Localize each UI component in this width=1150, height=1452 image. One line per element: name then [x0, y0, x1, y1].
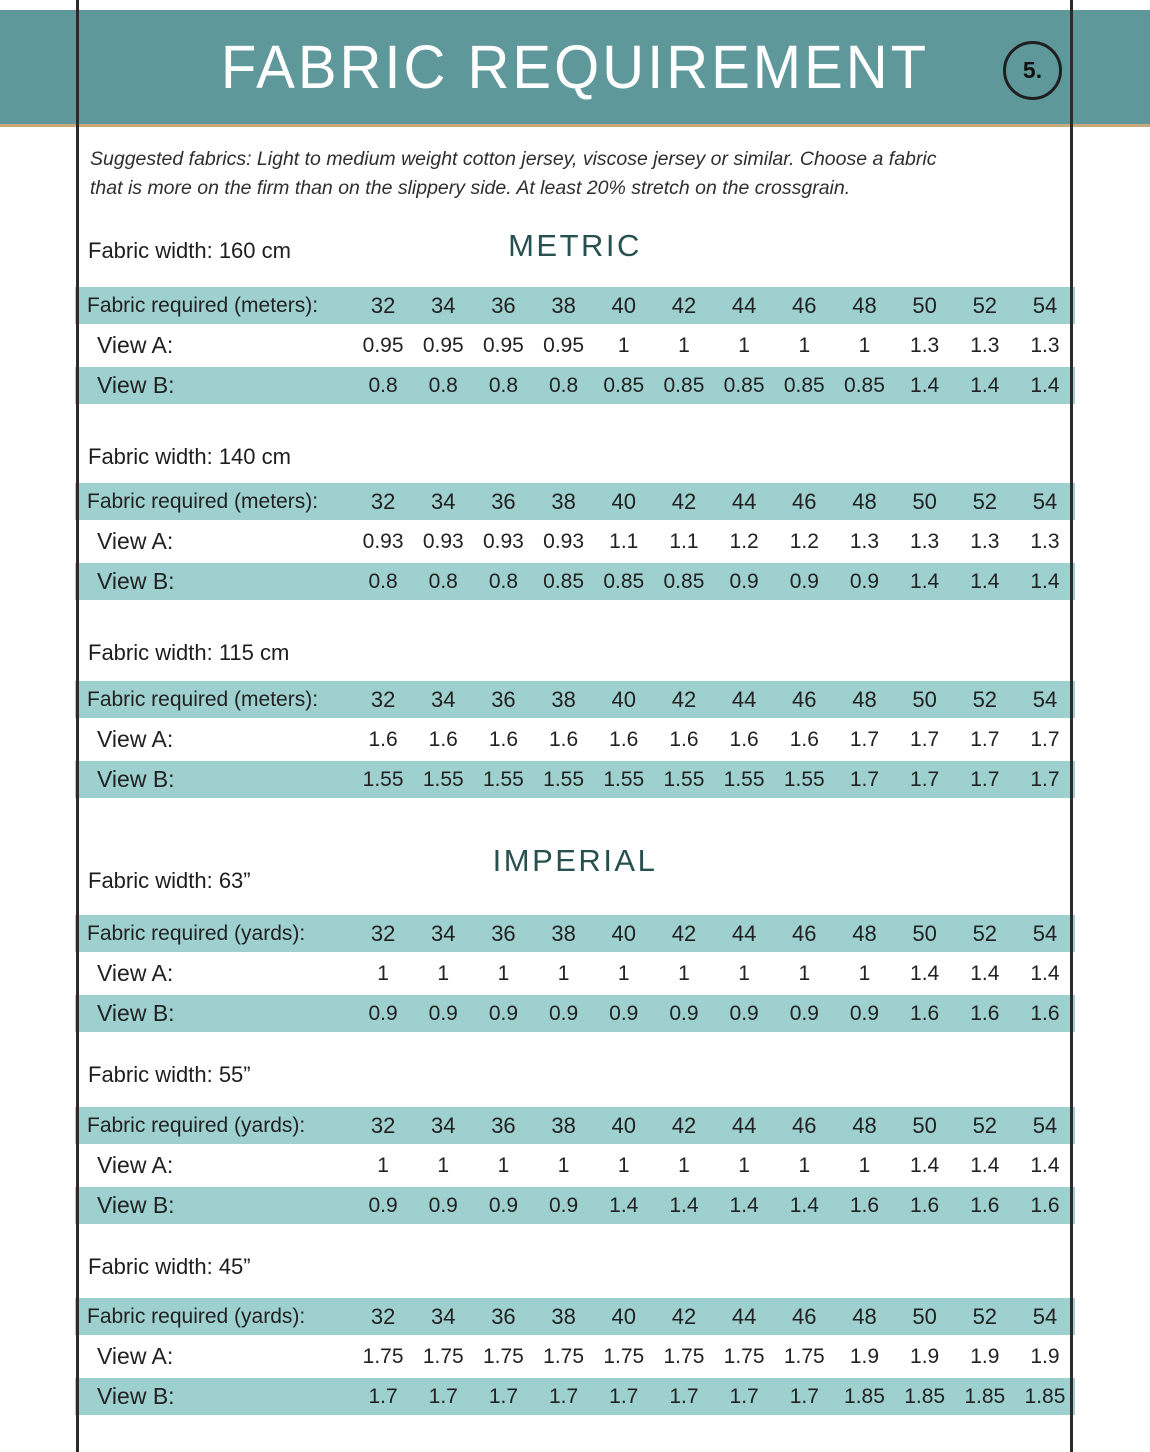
size-column-header: 34	[431, 488, 456, 514]
fabric-amount: 0.9	[428, 1193, 458, 1217]
fabric-amount: 1.4	[910, 569, 940, 593]
fabric-amount: 0.9	[789, 1001, 819, 1025]
size-column-header: 40	[611, 488, 637, 514]
fabric-amount: 0.9	[729, 1001, 759, 1025]
size-column-header: 44	[731, 920, 757, 946]
fabric-amount: 0.8	[488, 569, 519, 593]
fabric-width-label-140cm: Fabric width: 140 cm	[88, 444, 291, 469]
view-a-row	[75, 721, 1075, 758]
suggested-fabrics-note	[90, 145, 1040, 203]
fabric-amount: 1.3	[970, 333, 1000, 357]
fabric-amount: 0.9	[669, 1001, 699, 1025]
size-column-header: 54	[1032, 292, 1058, 318]
fabric-amount: 1	[678, 333, 690, 357]
fabric-amount: 1.6	[549, 727, 579, 751]
size-column-header: 38	[551, 1303, 576, 1329]
size-column-header: 50	[912, 686, 937, 712]
fabric-amount: 0.9	[488, 1193, 519, 1217]
fabric-amount: 1.3	[1030, 333, 1060, 357]
fabric-amount: 1.4	[789, 1193, 819, 1217]
fabric-table-55in	[75, 1107, 1075, 1227]
view-a-row	[75, 327, 1075, 364]
size-column-header: 36	[491, 488, 516, 514]
view-b-row	[75, 761, 1075, 798]
size-column-header: 32	[370, 292, 396, 318]
fabric-amount: 1.7	[910, 727, 940, 751]
size-column-header: 38	[551, 920, 576, 946]
fabric-width-label-63in: Fabric width: 63”	[88, 868, 251, 893]
fabric-required-label: Fabric required (yards):	[87, 1304, 306, 1328]
fabric-amount: 1.7	[970, 767, 1000, 791]
fabric-amount: 1.6	[789, 727, 819, 751]
fabric-amount: 1.9	[1030, 1344, 1060, 1368]
fabric-amount: 1	[738, 1153, 750, 1177]
fabric-amount: 0.93	[362, 529, 404, 553]
fabric-amount: 1	[738, 333, 750, 357]
fabric-amount: 1.55	[482, 767, 524, 791]
fabric-amount: 1.85	[844, 1384, 885, 1408]
fabric-amount: 1.7	[1030, 727, 1060, 751]
fabric-amount: 1.6	[488, 727, 519, 751]
size-column-header: 38	[551, 488, 576, 514]
view-a-label: View A:	[97, 1343, 174, 1369]
fabric-amount: 1.55	[362, 767, 404, 791]
size-column-header: 46	[792, 1303, 817, 1329]
fabric-amount: 1	[437, 1153, 450, 1177]
view-a-row	[75, 955, 1075, 992]
size-header-row	[75, 287, 1075, 324]
imperial-heading: IMPERIAL	[492, 843, 658, 878]
fabric-amount: 0.9	[849, 1001, 880, 1025]
fabric-amount: 1	[617, 333, 630, 357]
fabric-amount: 1.9	[910, 1344, 940, 1368]
fabric-amount: 1.55	[723, 767, 765, 791]
fabric-amount: 1	[738, 961, 750, 985]
size-column-header: 36	[491, 292, 516, 318]
right-trim-line	[1070, 0, 1073, 1452]
size-column-header: 52	[972, 292, 998, 318]
fabric-amount: 1.3	[849, 529, 880, 553]
size-column-header: 38	[551, 292, 576, 318]
fabric-amount: 1.75	[723, 1344, 765, 1368]
header-banner	[0, 10, 1150, 127]
fabric-amount: 1.4	[1030, 569, 1060, 593]
fabric-amount: 1.75	[783, 1344, 825, 1368]
fabric-amount: 0.95	[422, 333, 464, 357]
fabric-amount: 1.4	[1030, 961, 1060, 985]
size-header-row	[75, 681, 1075, 718]
fabric-amount: 0.95	[362, 333, 404, 357]
fabric-amount: 1.75	[543, 1344, 585, 1368]
view-b-row	[75, 1187, 1075, 1224]
view-b-label: View B:	[97, 1000, 175, 1026]
fabric-amount: 1.9	[849, 1344, 880, 1368]
fabric-amount: 1	[858, 961, 871, 985]
size-column-header: 40	[611, 1303, 637, 1329]
view-a-label: View A:	[97, 332, 174, 358]
size-column-header: 36	[491, 1303, 516, 1329]
size-column-header: 36	[491, 1112, 516, 1138]
size-column-header: 54	[1032, 1303, 1058, 1329]
fabric-amount: 0.8	[488, 373, 519, 397]
view-a-label: View A:	[97, 960, 174, 986]
size-column-header: 46	[792, 1112, 817, 1138]
fabric-amount: 1	[858, 333, 871, 357]
fabric-amount: 0.9	[368, 1001, 398, 1025]
view-b-label: View B:	[97, 1383, 175, 1409]
size-column-header: 32	[370, 1112, 396, 1138]
fabric-amount: 1.6	[1030, 1001, 1060, 1025]
fabric-amount: 0.9	[609, 1001, 639, 1025]
fabric-amount: 1.6	[970, 1001, 1000, 1025]
size-column-header: 54	[1032, 1112, 1058, 1138]
fabric-amount: 0.85	[783, 373, 825, 397]
size-column-header: 38	[551, 686, 576, 712]
fabric-amount: 1.3	[970, 529, 1000, 553]
fabric-amount: 1.7	[910, 767, 940, 791]
fabric-amount: 0.85	[603, 373, 645, 397]
size-column-header: 50	[912, 1303, 937, 1329]
fabric-amount: 1.7	[669, 1384, 699, 1408]
size-column-header: 52	[972, 686, 998, 712]
fabric-required-label: Fabric required (meters):	[87, 687, 319, 711]
fabric-amount: 1.3	[1030, 529, 1060, 553]
fabric-amount: 1.4	[970, 1153, 1000, 1177]
size-column-header: 44	[731, 292, 757, 318]
fabric-amount: 1.4	[910, 373, 940, 397]
fabric-amount: 1.55	[783, 767, 825, 791]
fabric-amount: 1.6	[910, 1001, 940, 1025]
view-a-row	[75, 1338, 1075, 1375]
size-column-header: 42	[671, 686, 697, 712]
fabric-amount: 1.7	[970, 727, 1000, 751]
fabric-amount: 1.7	[729, 1384, 759, 1408]
fabric-amount: 1.55	[543, 767, 585, 791]
fabric-amount: 1.75	[422, 1344, 464, 1368]
fabric-amount: 0.8	[428, 373, 458, 397]
fabric-amount: 0.85	[543, 569, 585, 593]
size-header-row	[75, 1298, 1075, 1335]
fabric-amount: 0.95	[482, 333, 524, 357]
size-column-header: 34	[431, 1112, 456, 1138]
size-column-header: 48	[852, 920, 877, 946]
fabric-amount: 1.4	[910, 961, 940, 985]
size-column-header: 50	[912, 488, 937, 514]
fabric-amount: 0.85	[663, 569, 705, 593]
fabric-width-label-160cm: Fabric width: 160 cm	[88, 238, 291, 263]
fabric-amount: 0.9	[849, 569, 880, 593]
fabric-amount: 0.9	[368, 1193, 398, 1217]
size-column-header: 34	[431, 920, 456, 946]
fabric-amount: 0.9	[549, 1193, 579, 1217]
size-column-header: 50	[912, 292, 937, 318]
suggested-fabrics-line-2: that is more on the firm than on the slippery side. At least 20% stretch on the crossgrain.	[90, 177, 851, 199]
fabric-amount: 0.95	[543, 333, 585, 357]
size-column-header: 48	[852, 1303, 877, 1329]
size-column-header: 32	[370, 488, 396, 514]
fabric-amount: 1.75	[362, 1344, 404, 1368]
size-column-header: 52	[972, 920, 998, 946]
size-column-header: 40	[611, 686, 637, 712]
suggested-fabrics-line-1: Suggested fabrics: Light to medium weight cotton jersey, viscose jersey or similar. Choose a fabric	[90, 148, 937, 170]
size-column-header: 32	[370, 920, 396, 946]
fabric-amount: 1.4	[970, 569, 1000, 593]
fabric-amount: 1	[617, 961, 630, 985]
fabric-amount: 0.8	[368, 373, 398, 397]
size-column-header: 38	[551, 1112, 576, 1138]
fabric-required-label: Fabric required (meters):	[87, 293, 319, 317]
size-column-header: 50	[912, 1112, 937, 1138]
size-column-header: 42	[671, 1112, 697, 1138]
fabric-amount: 1.55	[422, 767, 464, 791]
fabric-amount: 0.85	[844, 373, 885, 397]
fabric-table-115cm	[75, 681, 1075, 801]
size-header-row	[75, 1107, 1075, 1144]
fabric-amount: 1	[557, 1153, 570, 1177]
fabric-width-label-45in: Fabric width: 45”	[88, 1254, 251, 1279]
fabric-amount: 1.4	[970, 961, 1000, 985]
size-column-header: 34	[431, 686, 456, 712]
fabric-amount: 1.55	[603, 767, 645, 791]
view-b-label: View B:	[97, 766, 175, 792]
fabric-amount: 1	[798, 333, 811, 357]
fabric-amount: 1	[377, 1153, 389, 1177]
size-column-header: 44	[731, 686, 757, 712]
fabric-amount: 1	[858, 1153, 871, 1177]
view-b-row	[75, 1378, 1075, 1415]
fabric-amount: 1.6	[669, 727, 699, 751]
fabric-amount: 1	[798, 1153, 811, 1177]
size-column-header: 32	[370, 686, 396, 712]
size-column-header: 32	[370, 1303, 396, 1329]
fabric-table-160cm	[75, 287, 1075, 407]
size-column-header: 54	[1032, 488, 1058, 514]
size-column-header: 44	[731, 488, 757, 514]
fabric-amount: 1.6	[910, 1193, 940, 1217]
fabric-amount: 1.2	[789, 529, 819, 553]
fabric-table-63in	[75, 915, 1075, 1035]
fabric-amount: 0.9	[729, 569, 759, 593]
fabric-amount: 1.6	[849, 1193, 880, 1217]
fabric-amount: 1.4	[609, 1193, 639, 1217]
fabric-amount: 0.8	[428, 569, 458, 593]
size-column-header: 52	[972, 1112, 998, 1138]
fabric-required-label: Fabric required (yards):	[87, 921, 306, 945]
fabric-amount: 1	[678, 1153, 690, 1177]
fabric-width-label-115cm: Fabric width: 115 cm	[88, 640, 290, 665]
fabric-amount: 1.4	[1030, 1153, 1060, 1177]
fabric-amount: 0.9	[549, 1001, 579, 1025]
fabric-amount: 1.4	[910, 1153, 940, 1177]
fabric-table-45in	[75, 1298, 1075, 1418]
size-column-header: 48	[852, 686, 877, 712]
fabric-amount: 0.9	[428, 1001, 458, 1025]
fabric-amount: 1.75	[482, 1344, 524, 1368]
size-column-header: 34	[431, 1303, 456, 1329]
size-column-header: 46	[792, 292, 817, 318]
fabric-amount: 1.7	[609, 1384, 639, 1408]
fabric-amount: 0.93	[543, 529, 585, 553]
fabric-amount: 0.9	[488, 1001, 519, 1025]
fabric-amount: 1	[497, 1153, 510, 1177]
fabric-amount: 0.8	[549, 373, 579, 397]
fabric-required-label: Fabric required (meters):	[87, 489, 319, 513]
fabric-table-140cm	[75, 483, 1075, 603]
size-column-header: 36	[491, 920, 516, 946]
fabric-amount: 1.55	[663, 767, 705, 791]
size-column-header: 42	[671, 1303, 697, 1329]
view-b-row	[75, 563, 1075, 600]
fabric-amount: 1	[557, 961, 570, 985]
view-a-label: View A:	[97, 528, 174, 554]
fabric-amount: 1.7	[1030, 767, 1060, 791]
size-header-row	[75, 915, 1075, 952]
size-column-header: 54	[1032, 686, 1058, 712]
fabric-amount: 0.85	[603, 569, 645, 593]
fabric-amount: 1.6	[1030, 1193, 1060, 1217]
fabric-amount: 1.4	[1030, 373, 1060, 397]
fabric-amount: 1	[497, 961, 510, 985]
size-column-header: 40	[611, 292, 637, 318]
fabric-amount: 1.7	[849, 727, 880, 751]
size-column-header: 36	[491, 686, 516, 712]
view-b-label: View B:	[97, 568, 175, 594]
fabric-amount: 1	[617, 1153, 630, 1177]
view-a-label: View A:	[97, 1152, 174, 1178]
fabric-amount: 1.85	[1024, 1384, 1066, 1408]
size-column-header: 52	[972, 488, 998, 514]
fabric-amount: 1.75	[603, 1344, 645, 1368]
view-a-label: View A:	[97, 726, 174, 752]
size-header-row	[75, 483, 1075, 520]
view-b-label: View B:	[97, 372, 175, 398]
fabric-amount: 1.7	[789, 1384, 819, 1408]
size-column-header: 52	[972, 1303, 998, 1329]
fabric-amount: 1.4	[729, 1193, 759, 1217]
size-column-header: 42	[671, 292, 697, 318]
fabric-amount: 1.4	[970, 373, 1000, 397]
size-column-header: 48	[852, 1112, 877, 1138]
size-column-header: 42	[671, 488, 697, 514]
fabric-amount: 0.93	[482, 529, 524, 553]
view-b-row	[75, 367, 1075, 404]
fabric-amount: 1.3	[910, 333, 940, 357]
fabric-amount: 1.1	[669, 529, 699, 553]
fabric-amount: 1	[678, 961, 690, 985]
fabric-amount: 1.85	[904, 1384, 946, 1408]
size-column-header: 44	[731, 1303, 757, 1329]
view-b-row	[75, 995, 1075, 1032]
fabric-amount: 1.9	[970, 1344, 1000, 1368]
left-trim-line	[76, 0, 79, 1452]
fabric-amount: 1	[377, 961, 389, 985]
size-column-header: 50	[912, 920, 937, 946]
size-column-header: 48	[852, 488, 877, 514]
size-column-header: 54	[1032, 920, 1058, 946]
fabric-amount: 1.6	[970, 1193, 1000, 1217]
fabric-amount: 1.75	[663, 1344, 705, 1368]
fabric-amount: 1.4	[669, 1193, 699, 1217]
fabric-amount: 1.6	[428, 727, 458, 751]
fabric-amount: 0.85	[663, 373, 705, 397]
size-column-header: 42	[671, 920, 697, 946]
fabric-required-label: Fabric required (yards):	[87, 1113, 306, 1137]
fabric-amount: 1.6	[729, 727, 759, 751]
size-column-header: 44	[731, 1112, 757, 1138]
fabric-amount: 0.9	[789, 569, 819, 593]
fabric-amount: 1.7	[428, 1384, 458, 1408]
fabric-width-label-55in: Fabric width: 55”	[88, 1062, 251, 1087]
size-column-header: 46	[792, 920, 817, 946]
fabric-amount: 1.3	[910, 529, 940, 553]
fabric-amount: 1.1	[609, 529, 639, 553]
page-number-badge	[1003, 41, 1062, 100]
size-column-header: 40	[611, 1112, 637, 1138]
fabric-amount: 1.7	[549, 1384, 579, 1408]
fabric-amount: 1.7	[368, 1384, 398, 1408]
fabric-amount: 1.2	[729, 529, 759, 553]
fabric-amount: 0.93	[422, 529, 464, 553]
fabric-amount: 0.85	[723, 373, 765, 397]
size-column-header: 34	[431, 292, 456, 318]
size-column-header: 48	[852, 292, 877, 318]
fabric-amount: 1.6	[609, 727, 639, 751]
view-a-row	[75, 523, 1075, 560]
fabric-amount: 1.85	[964, 1384, 1006, 1408]
view-a-row	[75, 1147, 1075, 1184]
page-number: 5.	[1022, 57, 1043, 83]
size-column-header: 46	[792, 686, 817, 712]
fabric-amount: 1.6	[368, 727, 398, 751]
page-title: FABRIC REQUIREMENT	[220, 32, 930, 102]
metric-heading: METRIC	[508, 228, 642, 263]
fabric-amount: 1.7	[849, 767, 880, 791]
view-b-label: View B:	[97, 1192, 175, 1218]
fabric-amount: 0.8	[368, 569, 398, 593]
size-column-header: 40	[611, 920, 637, 946]
fabric-amount: 1	[437, 961, 450, 985]
fabric-amount: 1.7	[488, 1384, 519, 1408]
fabric-amount: 1	[798, 961, 811, 985]
size-column-header: 46	[792, 488, 817, 514]
